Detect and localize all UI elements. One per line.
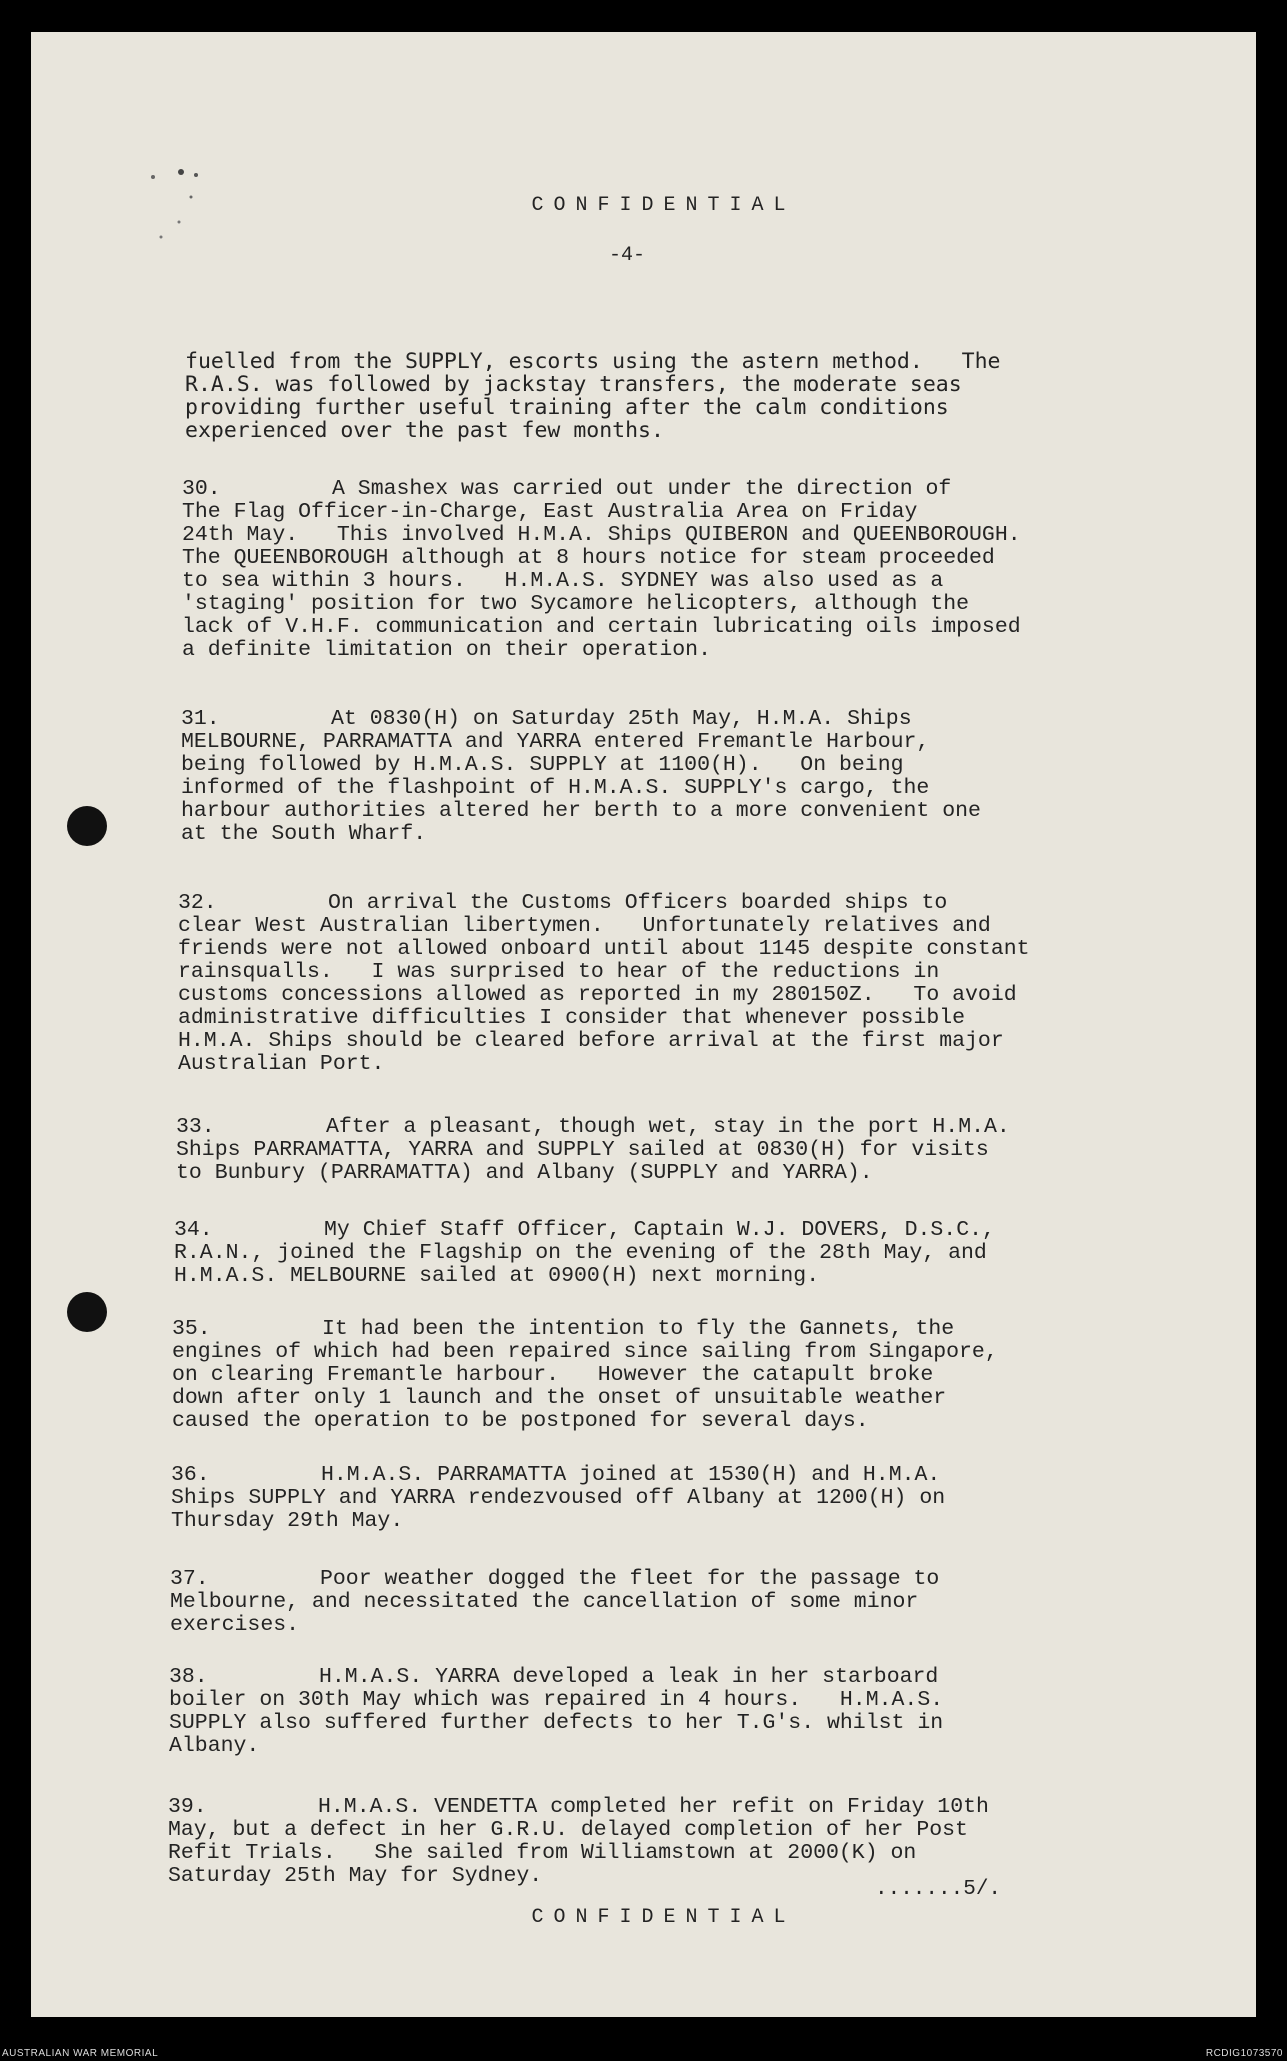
paragraph-number: 35. [172,1317,211,1341]
paragraph-number: 33. [176,1115,215,1139]
paragraph-text: Poor weather dogged the fleet for the passage to Melbourne, and necessitated the cancellation of some minor exercises. [170,1567,940,1637]
paragraph-39 [168,1796,989,1888]
page-number: -4- [609,244,646,267]
document-page [31,32,1256,2017]
paragraph-35 [172,1318,998,1433]
archive-credit: AUSTRALIAN WAR MEMORIAL [2,2048,159,2059]
paragraph-30 [182,478,1021,662]
paragraph-number: 37. [170,1567,209,1591]
paragraph-text: On arrival the Customs Officers boarded ships to clear West Australian libertymen. Unfortunately relatives and friends were not allowed onboard until about 1145 despite constant rainsqualls. I was surprised to hear of the reductions in customs concessions allowed as reported in my 280150Z. To avoid administrative difficulties I consider that whenever possible H.M.A. Ships should be cleared before arrival at the first major Australian Port. [178,891,1030,1076]
punch-hole-bottom [67,1292,107,1332]
paragraph-text: H.M.A.S. PARRAMATTA joined at 1530(H) and H.M.A. Ships SUPPLY and YARRA rendezvoused off Albany at 1200(H) on Thursday 29th May. [171,1463,946,1533]
paragraph-36 [171,1464,945,1533]
paragraph-33 [176,1116,1010,1185]
paragraph-34 [174,1219,995,1288]
paragraph-text: H.M.A.S. VENDETTA completed her refit on Friday 10th May, but a defect in her G.R.U. delayed completion of her Post Refit Trials. She sailed from Williamstown at 2000(K) on Saturday 25th May for Sydney. [168,1795,989,1888]
paragraph-number: 39. [168,1795,207,1819]
paper-specks [141,127,221,247]
paragraph-continued: fuelled from the SUPPLY, escorts using the astern method. The R.A.S. was followed by jackstay transfers, the moderate seas providing further useful training after the calm conditions experienced over the past few months. [185,349,1001,443]
paragraph-text: At 0830(H) on Saturday 25th May, H.M.A. Ships MELBOURNE, PARRAMATTA and YARRA entered Fremantle Harbour, being followed by H.M.A.S. SUPPLY at 1100(H). On being informed of the flashpoint of H.M.A.S. SUPPLY's cargo, the harbour authorities altered her berth to a more convenient one at the South Wharf. [181,707,981,846]
paragraph-number: 32. [178,891,217,915]
paragraph-31 [181,708,981,846]
paragraph-38 [169,1666,943,1758]
continuation-mark: .......5/. [875,1878,1002,1901]
paragraph-text: H.M.A.S. YARRA developed a leak in her starboard boiler on 30th May which was repaired in 4 hours. H.M.A.S. SUPPLY also suffered further defects to her T.G's. whilst in Albany. [169,1665,944,1758]
paragraph-text: A Smashex was carried out under the direction of The Flag Officer-in-Charge, East Australia Area on Friday 24th May. This involved H.M.A. Ships QUIBERON and QUEENBOROUGH. The QUEENBOROUGH although at 8 hours notice for steam proceeded to sea within 3 hours. H.M.A.S. SYDNEY was also used as a 'staging' position for two Sycamore helicopters, although the lack of V.H.F. communication and certain lubricating oils imposed a definite limitation on their operation. [182,477,1021,662]
paragraph-32 [178,892,1030,1076]
classification-header: CONFIDENTIAL [531,194,796,217]
paragraph-number: 36. [171,1463,210,1487]
archive-id: RCDIG1073570 [1205,2048,1283,2059]
paragraph-37 [170,1568,939,1637]
punch-hole-top [67,806,107,846]
paragraph-text: It had been the intention to fly the Gannets, the engines of which had been repaired since sailing from Singapore, on clearing Fremantle harbour. However the catapult broke down after only 1 launch and the onset of unsuitable weather caused the operation to be postponed for several days. [172,1317,998,1433]
classification-footer: CONFIDENTIAL [531,1906,796,1929]
paragraph-text: My Chief Staff Officer, Captain W.J. DOVERS, D.S.C., R.A.N., joined the Flagship on the evening of the 28th May, and H.M.A.S. MELBOURNE sailed at 0900(H) next morning. [174,1218,995,1288]
paragraph-number: 31. [181,707,220,731]
paragraph-number: 30. [182,477,221,501]
paragraph-number: 34. [174,1218,213,1242]
paragraph-number: 38. [169,1665,208,1689]
paragraph-text: After a pleasant, though wet, stay in the port H.M.A. Ships PARRAMATTA, YARRA and SUPPLY sailed at 0830(H) for visits to Bunbury (PARRAMATTA) and Albany (SUPPLY and YARRA). [176,1115,1010,1185]
